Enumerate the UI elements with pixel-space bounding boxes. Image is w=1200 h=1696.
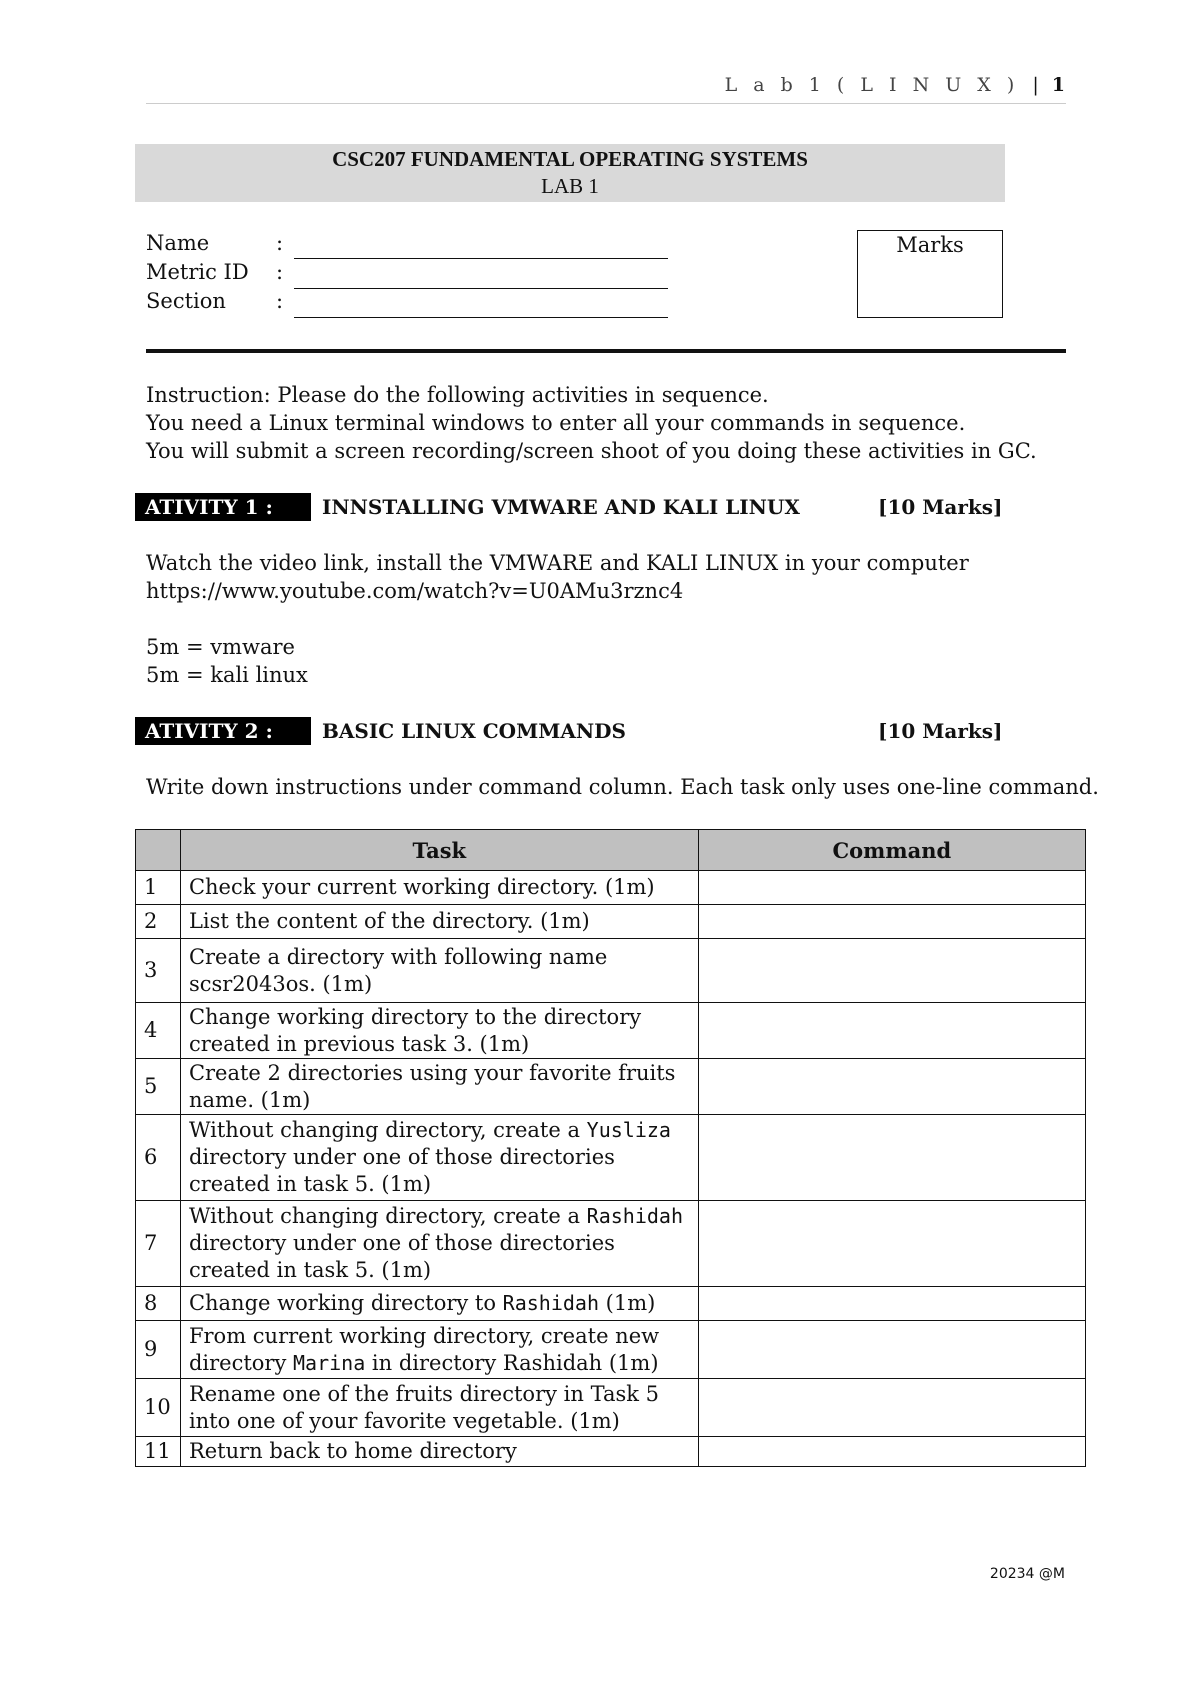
activity-2-instruction: Write down instructions under command column. Each task only uses one-line command. (146, 775, 1099, 799)
task-number: 10 (136, 1379, 181, 1437)
activity-2-marks: [10 Marks] (878, 719, 1003, 743)
section-label: Section (146, 289, 226, 313)
instruction-line-3: You will submit a screen recording/screen shoot of you doing these activities in GC. (146, 439, 1037, 463)
task-text: in directory Rashidah (1m) (365, 1350, 659, 1375)
name-label: Name (146, 231, 210, 255)
task-description (180, 1287, 698, 1321)
activity-1-marks: [10 Marks] (878, 495, 1003, 519)
header-separator: | (1032, 74, 1039, 96)
table-row (136, 1379, 1086, 1437)
command-answer-cell[interactable] (698, 1437, 1085, 1467)
activity-1-tag: ATIVITY 1 : (135, 493, 311, 521)
command-answer-cell[interactable] (698, 1059, 1085, 1115)
task-number: 9 (136, 1321, 181, 1379)
task-text: Change working directory to the directory created in previous task 3. (1m) (188, 1004, 642, 1056)
vmware-marks: 5m = vmware (146, 635, 295, 659)
table-row (136, 1059, 1086, 1115)
metric-id-field[interactable] (294, 288, 668, 289)
task-text: Without changing directory, create a (188, 1204, 587, 1228)
task-text: Rename one of the fruits directory in Task 5 into one of your favorite vegetable. (1m) (188, 1381, 660, 1433)
command-answer-cell[interactable] (698, 1287, 1085, 1321)
table-row (136, 1201, 1086, 1287)
table-row (136, 1321, 1086, 1379)
task-table (135, 829, 1086, 1467)
task-text: directory under one of those directories created in task 5. (1m) (188, 1145, 615, 1196)
table-row (136, 1115, 1086, 1201)
activity-2-title: BASIC LINUX COMMANDS (322, 719, 626, 743)
task-number: 2 (136, 905, 181, 939)
instruction-line-1: Instruction: Please do the following activities in sequence. (146, 383, 769, 407)
command-answer-cell[interactable] (698, 1003, 1085, 1059)
command-answer-cell[interactable] (698, 1321, 1085, 1379)
task-description (180, 1059, 698, 1115)
task-table-body (136, 871, 1086, 1467)
task-number: 11 (136, 1437, 181, 1467)
section-colon: : (276, 289, 284, 313)
course-title: CSC207 FUNDAMENTAL OPERATING SYSTEMS (332, 147, 808, 171)
command-answer-cell[interactable] (698, 1115, 1085, 1201)
task-text: Check your current working directory. (1m) (188, 875, 655, 899)
metric-id-label: Metric ID (146, 260, 249, 284)
name-field[interactable] (294, 258, 668, 259)
activity-2-tag: ATIVITY 2 : (135, 717, 311, 745)
task-text: From current working directory, create new directory (188, 1323, 660, 1375)
task-description (180, 1437, 698, 1467)
table-header-row (136, 830, 1086, 871)
title-box (135, 144, 1005, 202)
task-text: Without changing directory, create a (188, 1118, 587, 1142)
directory-name-code: Rashidah (586, 1204, 683, 1228)
task-text: (1m) (599, 1291, 656, 1315)
activity-1-instruction: Watch the video link, install the VMWARE and KALI LINUX in your computer (146, 551, 969, 575)
lab-title: LAB 1 (541, 174, 599, 198)
table-row (136, 1003, 1086, 1059)
task-number: 7 (136, 1201, 181, 1287)
directory-name-code: Yusliza (586, 1118, 671, 1142)
task-number: 6 (136, 1115, 181, 1201)
task-description (180, 939, 698, 1003)
table-row (136, 1437, 1086, 1467)
metric-id-colon: : (276, 260, 284, 284)
command-answer-cell[interactable] (698, 871, 1085, 905)
kali-marks: 5m = kali linux (146, 663, 308, 687)
task-number: 4 (136, 1003, 181, 1059)
marks-box (857, 230, 1003, 318)
command-answer-cell[interactable] (698, 1201, 1085, 1287)
task-description (180, 1003, 698, 1059)
task-description (180, 1201, 698, 1287)
page-number: 1 (1051, 74, 1065, 96)
task-text: Create 2 directories using your favorite fruits name. (1m) (188, 1060, 676, 1112)
task-text: Create a directory with following name scsr2043os. (1m) (188, 944, 608, 996)
task-column-header: Task (180, 830, 698, 871)
task-text: directory under one of those directories created in task 5. (1m) (188, 1231, 615, 1282)
table-row (136, 871, 1086, 905)
table-row (136, 905, 1086, 939)
directory-name-code: Marina (292, 1350, 366, 1375)
marks-label: Marks (896, 233, 964, 257)
task-number: 1 (136, 871, 181, 905)
task-text: Return back to home directory (188, 1439, 517, 1463)
task-description (180, 1321, 698, 1379)
table-row (136, 1287, 1086, 1321)
header-divider (146, 103, 1066, 104)
task-description (180, 871, 698, 905)
footer-note: 20234 @M (989, 1566, 1065, 1582)
instruction-line-2: You need a Linux terminal windows to enter all your commands in sequence. (146, 411, 966, 435)
task-text: List the content of the directory. (1m) (188, 909, 590, 933)
task-number: 5 (136, 1059, 181, 1115)
video-link[interactable]: https://www.youtube.com/watch?v=U0AMu3rznc4 (146, 579, 684, 603)
name-colon: : (276, 231, 284, 255)
directory-name-code: Rashidah (502, 1291, 599, 1315)
page-header (725, 74, 1065, 96)
task-number: 3 (136, 939, 181, 1003)
command-column-header: Command (698, 830, 1085, 871)
activity-1-title: INNSTALLING VMWARE AND KALI LINUX (322, 495, 800, 519)
task-text: Change working directory to (188, 1291, 503, 1315)
task-description (180, 905, 698, 939)
section-field[interactable] (294, 317, 668, 318)
task-description (180, 1115, 698, 1201)
table-row (136, 939, 1086, 1003)
command-answer-cell[interactable] (698, 939, 1085, 1003)
header-lab-label: L a b 1 ( L I N U X ) (724, 74, 1020, 96)
task-number: 8 (136, 1287, 181, 1321)
number-column-header (136, 830, 181, 871)
section-divider (146, 349, 1066, 353)
command-answer-cell[interactable] (698, 905, 1085, 939)
command-answer-cell[interactable] (698, 1379, 1085, 1437)
task-description (180, 1379, 698, 1437)
